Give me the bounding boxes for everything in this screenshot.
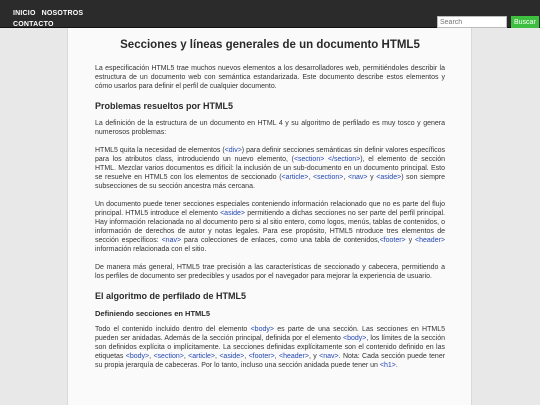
html-tag-code: <h1> bbox=[379, 362, 396, 369]
html-tag-code: <body> bbox=[250, 326, 274, 333]
html-tag-code: <section> bbox=[153, 353, 184, 360]
html-tag-code: </section> bbox=[327, 156, 361, 163]
html-tag-code: <section> bbox=[293, 156, 325, 163]
search-form bbox=[437, 16, 539, 28]
paragraph: Todo el contenido incluido dentro del elemento <body> es parte de una sección. Las secciones en HTML5 pueden ser anidadas. Además de la sección principal, definida por el elemento <body>, los límites de la sección son definidos explícita o implícitamente. La secciones definidas explícitamente son el contenido definido en las etiquetas <body>, <section>, <article>, <aside>, <footer>, <header>, y <nav>. Nota: Cada sección puede tener su propia jerarquía de cabeceras. Por lo tanto, incluso una sección anidada puede tener un <h1>. bbox=[95, 326, 446, 369]
html-tag-code: <footer> bbox=[379, 237, 406, 244]
nav-link-inicio[interactable]: INICIO bbox=[13, 10, 36, 17]
html-tag-code: <header> bbox=[415, 237, 446, 244]
html-tag-code: <section> bbox=[313, 174, 344, 181]
main-nav bbox=[13, 7, 89, 29]
article-body bbox=[95, 64, 445, 370]
html-tag-code: <body> bbox=[125, 353, 150, 360]
top-navigation-bar bbox=[0, 0, 540, 28]
article-content bbox=[67, 28, 472, 405]
paragraph: Un documento puede tener secciones especiales conteniendo información relacionado que no es parte del flujo principal. HTML5 introduce el elemento <aside> permitiendo a dichas secciones no ser parte del perfil principal. Hay información relacionada no al documento pero si al sitio entero, como logos, menús, tablas de contenidos, o información de derechos de autor y notas legales. Para ese propósito, HTML5 ntroduce tres elementos de sección específicos: <nav> para colecciones de enlaces, como una tabla de contenidos,<footer> y <header> información relacionada con el sitio. bbox=[95, 201, 446, 253]
search-input[interactable] bbox=[437, 16, 507, 28]
nav-link-contacto[interactable]: CONTACTO bbox=[13, 21, 54, 28]
html-tag-code: <footer> bbox=[248, 353, 275, 360]
html-tag-code: <nav> bbox=[319, 353, 339, 360]
html-tag-code: <article> bbox=[281, 174, 309, 181]
html-tag-code: <nav> bbox=[161, 237, 182, 244]
html-tag-code: <aside> bbox=[376, 174, 402, 181]
html-tag-code: <aside> bbox=[220, 210, 246, 217]
nav-link-nosotros[interactable]: NOSOTROS bbox=[41, 10, 84, 17]
paragraph: HTML5 quita la necesidad de elementos (<div>) para definir secciones semánticas sin definir valores específicos para los atributos class, introduciendo un nuevo elemento, (<section> </section>), el elemento de sección HTML. Mezclar varios documentos es difícil: la inclusión de un sub-documento en un documento principal. Esto se resuelve en HTML5 con los elementos de seccionado (<article>, <section>, <nav> y <aside>) son siempre subsecciones de su sección ancestra más cercana. bbox=[95, 147, 446, 190]
article-title: Secciones y líneas generales de un documento HTML5 bbox=[120, 39, 420, 51]
html-tag-code: <aside> bbox=[219, 353, 245, 360]
paragraph: La especificación HTML5 trae muchos nuevos elementos a los desarrolladores web, permitiéndoles describir la estructura de un documento web con semántica estandarizada. Este documento describe estos elementos y cómo usarlos para definir el perfil de cualquier documento. bbox=[95, 65, 445, 90]
search-button[interactable]: Buscar bbox=[511, 16, 539, 28]
html-tag-code: <article> bbox=[188, 353, 216, 360]
section-heading: El algoritmo de perfilado de HTML5 bbox=[95, 291, 247, 301]
paragraph: De manera más general, HTML5 trae precisión a las características de seccionado y cabecera, permitiendo a los perfiles de documento ser predecibles y usados por el navegador para mejorar la experiencia de usuario. bbox=[95, 264, 445, 280]
html-tag-code: <nav> bbox=[347, 174, 368, 181]
html-tag-code: <header> bbox=[279, 353, 309, 360]
section-heading: Problemas resueltos por HTML5 bbox=[95, 101, 234, 111]
paragraph: La definición de la estructura de un documento en HTML 4 y su algoritmo de perfilado es muy tosco y genera numerosos problemas: bbox=[95, 120, 445, 136]
section-heading: Definiendo secciones en HTML5 bbox=[95, 309, 211, 318]
html-tag-code: <div> bbox=[224, 147, 242, 154]
html-tag-code: <body> bbox=[342, 335, 367, 342]
